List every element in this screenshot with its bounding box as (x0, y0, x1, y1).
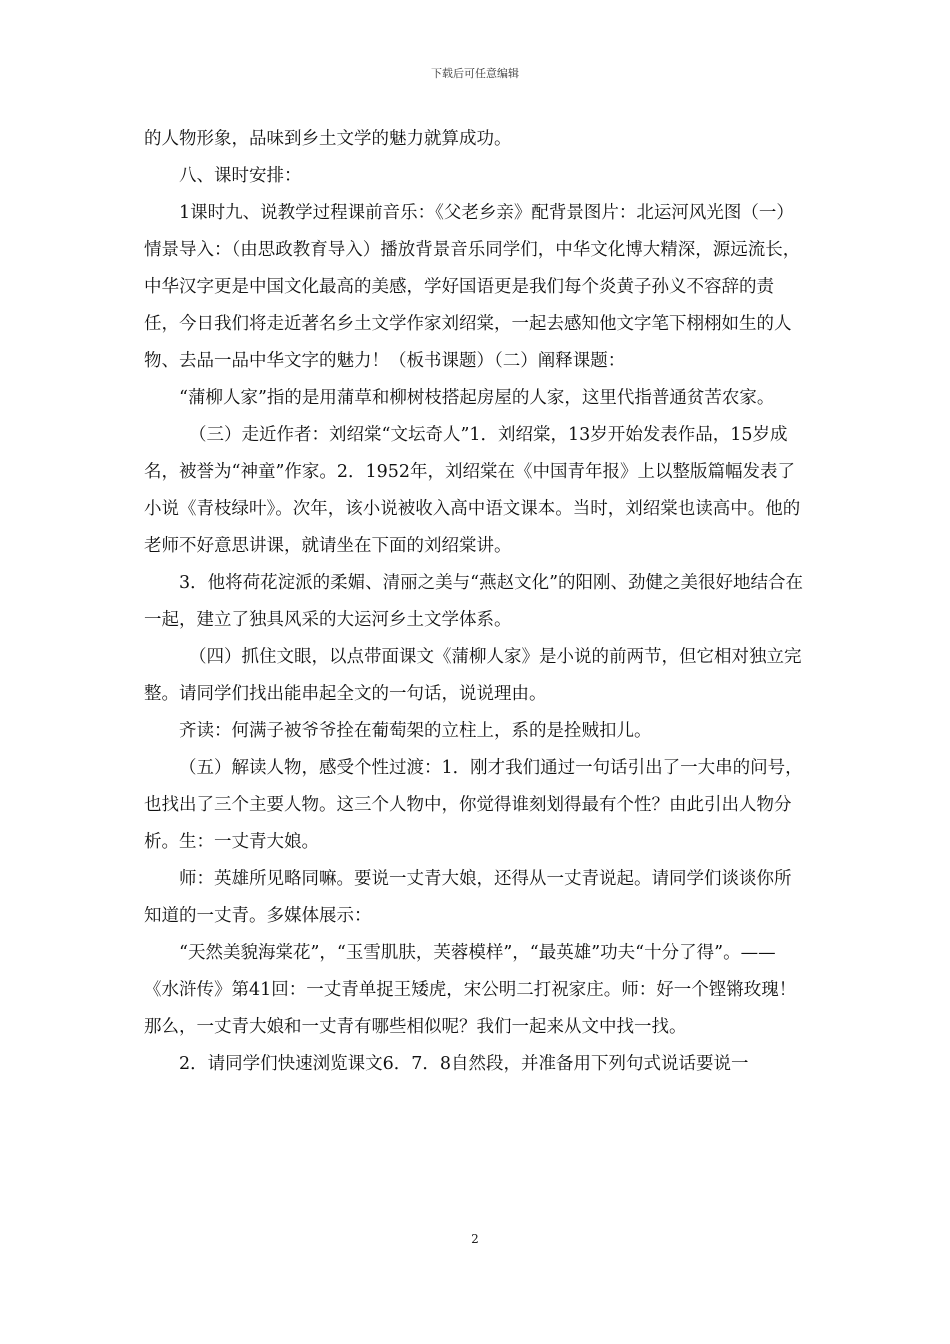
paragraph-key-sentence: （四）抓住文眼，以点带面课文《蒲柳人家》是小说的前两节，但它相对独立完整。请同学们找出能串起全文的一句话，说说理由。 (144, 647, 802, 704)
paragraph-teacher-comment: 师：英雄所见略同嘛。要说一丈青大娘，还得从一丈青说起。请同学们谈谈你所知道的一丈青。多媒体展示： (144, 869, 792, 926)
paragraph-browse-task: 2．请同学们快速浏览课文6．7．8自然段，并准备用下列句式说话要说一 (179, 1054, 749, 1074)
paragraph-teaching-process: 1课时九、说教学过程课前音乐：《父老乡亲》配背景图片：北运河风光图（一）情景导入：（由思政教育导入）播放背景音乐同学们，中华文化博大精深，源远流长，中华汉字更是中国文化最高的美感，学好国语更是我们每个炎黄子孙义不容辞的责任，今日我们将走近著名乡土文学作家刘绍棠，一起去感知他文字笔下栩栩如生的人物、去品一品中华文字的魅力！（板书课题）（二）阐释课题： (144, 203, 801, 371)
document-body (144, 121, 808, 1083)
page-header: 下载后可任意编辑 (431, 67, 519, 80)
paragraph-author-style: 3．他将荷花淀派的柔媚、清丽之美与“燕赵文化”的阳刚、劲健之美很好地结合在一起，建立了独具风采的大运河乡土文学体系。 (144, 573, 804, 630)
paragraph-character-analysis: （五）解读人物，感受个性过渡：1．刚才我们通过一句话引出了一大串的问号，也找出了三个主要人物。这三个人物中，你觉得谁刻划得最有个性？由此引出人物分析。生：一丈青大娘。 (144, 758, 803, 852)
paragraph-author-intro: （三）走近作者：刘绍棠“文坛奇人”1．刘绍棠，13岁开始发表作品，15岁成名，被誉为“神童”作家。2．1952年，刘绍棠在《中国青年报》上以整版篇幅发表了小说《青枝绿叶》。次年，该小说被收入高中语文课本。当时，刘绍棠也读高中。他的老师不好意思讲课，就请坐在下面的刘绍棠讲。 (144, 425, 801, 556)
paragraph-continuation: 的人物形象，品味到乡土文学的魅力就算成功。 (144, 129, 512, 149)
paragraph-multimedia-quote: “天然美貌海棠花”，“玉雪肌肤，芙蓉模样”，“最英雄”功夫“十分了得”。——《水浒传》第41回：一丈青单捉王矮虎，宋公明二打祝家庄。师：好一个铿锵玫瑰！那么，一丈青大娘和一丈青有哪些相似呢？我们一起来从文中找一找。 (144, 943, 797, 1037)
page-number: 2 (471, 1232, 479, 1246)
paragraph-read-aloud: 齐读：何满子被爷爷拴在葡萄架的立柱上，系的是拴贼扣儿。 (179, 721, 652, 741)
paragraph-title-explanation: “蒲柳人家”指的是用蒲草和柳树枝搭起房屋的人家，这里代指普通贫苦农家。 (179, 388, 775, 408)
paragraph-schedule-heading: 八、课时安排： (179, 166, 302, 186)
